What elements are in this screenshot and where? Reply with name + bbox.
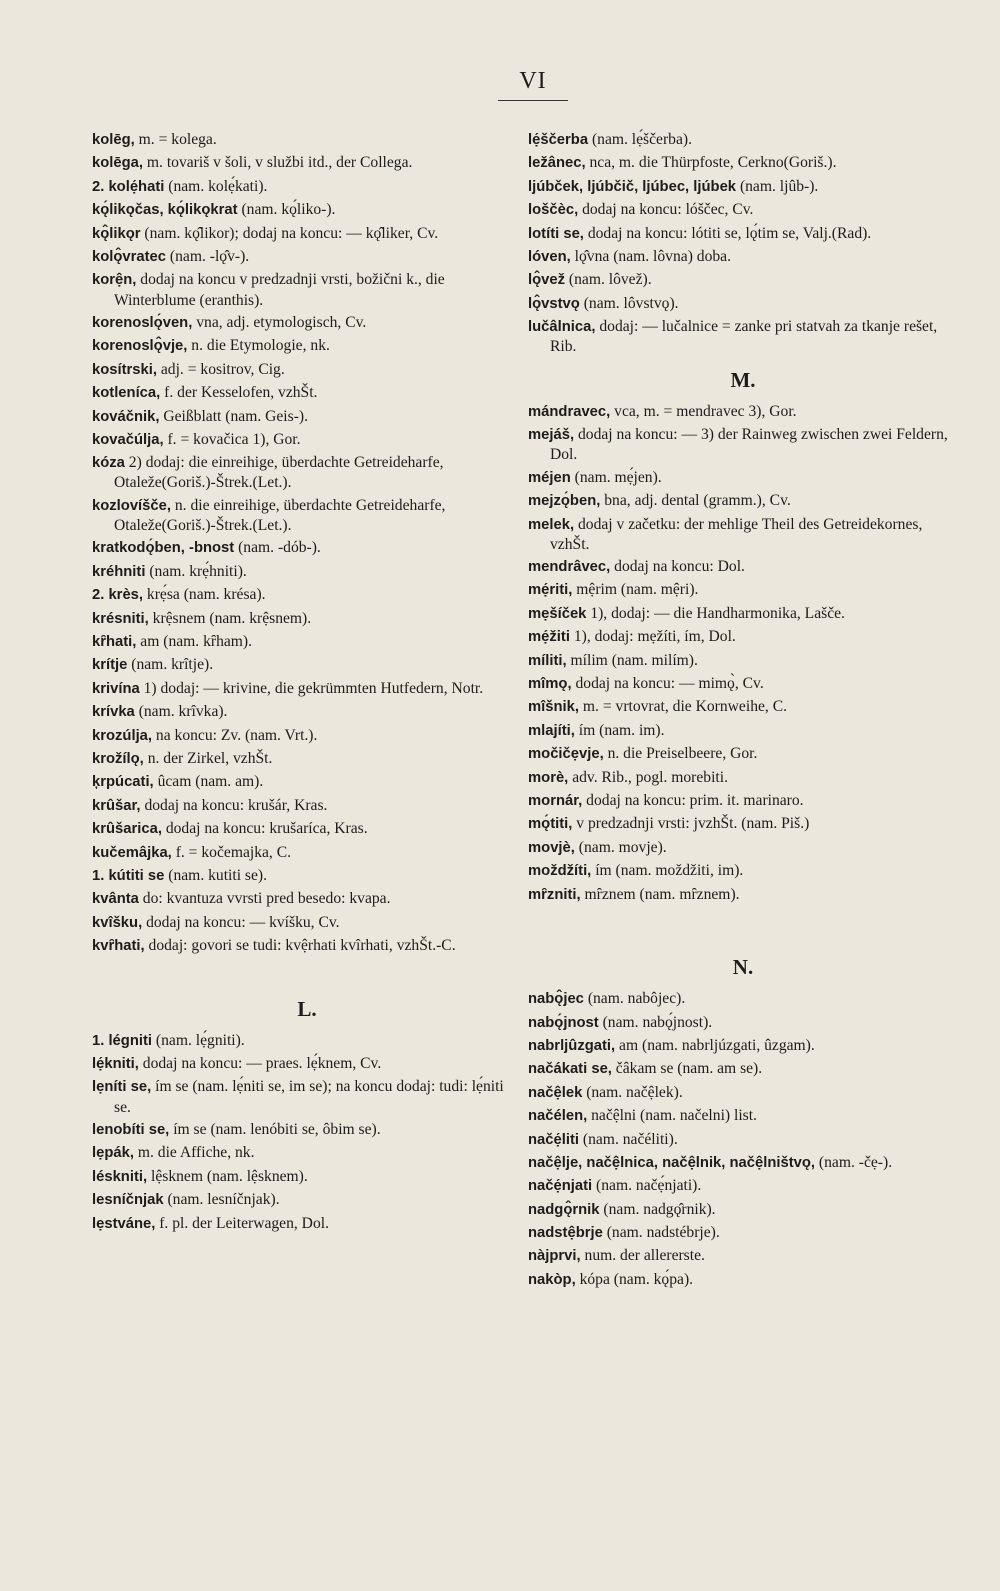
entry-headword: lotíti se, <box>528 225 584 242</box>
dictionary-entry <box>528 1130 958 1150</box>
dictionary-entry <box>528 557 958 577</box>
entry-definition: bna, adj. dental (gramm.), Cv. <box>600 492 791 510</box>
entry-headword: kolǫ̂vratec <box>92 248 167 265</box>
left-entries-l-list <box>92 1031 522 1234</box>
entry-headword: kǫ́likǫčas, kǫ́likǫkrat <box>92 202 238 219</box>
entry-definition: (nam. -lǫ̂v-). <box>166 247 250 265</box>
dictionary-entry <box>528 402 958 422</box>
entry-headword: korenoslǫ́ven, <box>92 314 193 331</box>
entry-definition: dodaj: — lučalnice = zanke pri statvah za tkanje rešet, Rib. <box>550 318 938 356</box>
dictionary-entry <box>92 200 522 220</box>
dictionary-entry <box>92 496 522 535</box>
dictionary-entry <box>92 1190 522 1210</box>
entry-definition: ím (nam. im). <box>574 721 665 739</box>
dictionary-entry <box>528 247 958 267</box>
entry-definition: (nam. -čẹ-). <box>815 1153 893 1171</box>
entry-headword: melek, <box>528 516 575 533</box>
entry-headword: kosítrski, <box>92 361 157 378</box>
dictionary-entry <box>92 177 522 197</box>
dictionary-entry <box>92 313 522 333</box>
entry-definition: num. der allererste. <box>580 1247 705 1265</box>
dictionary-entry <box>92 609 522 629</box>
entry-definition: (nam. krẹ́hniti). <box>145 562 247 580</box>
entry-definition: am (nam. kȓham). <box>136 633 253 651</box>
right-entries-list <box>528 130 958 357</box>
entry-definition: (nam. načéliti). <box>579 1130 678 1148</box>
entry-headword: korenoslǫ̂vje, <box>92 338 188 355</box>
entry-headword: močičẹvje, <box>528 746 604 763</box>
entry-definition: krẹ́sa (nam. krésa). <box>143 586 266 604</box>
dictionary-entry <box>92 772 522 792</box>
entry-definition: 1), dodaj: — die Handharmonika, Lašče. <box>586 604 845 622</box>
entry-headword: nakòp, <box>528 1271 576 1288</box>
entry-definition: (nam. kutiti se). <box>164 866 268 884</box>
entry-headword: lǫ̂vstvǫ <box>528 295 580 312</box>
dictionary-entry <box>92 130 522 150</box>
dictionary-entry <box>528 861 958 881</box>
entry-headword: kvânta <box>92 891 139 908</box>
dictionary-entry <box>528 1270 958 1290</box>
dictionary-entry <box>528 1036 958 1056</box>
entry-definition: 1) dodaj: — krivine, die gekrümmten Hutfedern, Notr. <box>139 679 484 697</box>
entry-definition: f. pl. der Leiterwagen, Dol. <box>155 1214 329 1232</box>
entry-definition: kópa (nam. kǫ́pa). <box>575 1270 694 1288</box>
entry-definition: krệsnem (nam. krệsnem). <box>148 609 312 627</box>
entry-headword: nadstệbrje <box>528 1225 603 1242</box>
entry-headword: mîmǫ, <box>528 676 572 693</box>
dictionary-entry <box>92 679 522 699</box>
entry-headword: nàjprvi, <box>528 1248 581 1265</box>
page-number-rule <box>498 100 568 101</box>
entry-definition: na koncu: Zv. (nam. Vrt.). <box>152 726 318 744</box>
entry-definition: dodaj na koncu: — praes. lẹ́knem, Cv. <box>138 1055 382 1073</box>
entry-headword: 1. légniti <box>92 1032 153 1049</box>
entry-headword: krûšarica, <box>92 821 162 838</box>
entry-definition: mȓznem (nam. mȓznem). <box>580 885 740 903</box>
entry-definition: dodaj na koncu: prim. it. marinaro. <box>582 792 804 809</box>
entry-headword: krožílǫ, <box>92 750 144 767</box>
dictionary-entry <box>92 866 522 886</box>
dictionary-entry <box>92 153 522 173</box>
entry-headword: loščèc, <box>528 202 579 219</box>
left-entries-list <box>92 130 522 956</box>
page-number: VI <box>519 68 547 94</box>
entry-definition: lệsknem (nam. lệsknem). <box>147 1167 308 1185</box>
entry-definition: (nam. nabǫ́jnost). <box>598 1013 713 1031</box>
entry-headword: mendrâvec, <box>528 559 611 576</box>
entry-headword: 2. kolẹ́hati <box>92 178 165 195</box>
dictionary-entry <box>92 1167 522 1187</box>
dictionary-entry <box>528 885 958 905</box>
dictionary-entry <box>92 1143 522 1163</box>
dictionary-entry <box>92 843 522 863</box>
dictionary-entry <box>92 796 522 816</box>
dictionary-entry <box>92 1077 522 1116</box>
entry-definition: 1), dodaj: mẹžíti, ím, Dol. <box>569 628 736 646</box>
entry-definition: n. die Preiselbeere, Gor. <box>603 745 758 763</box>
entry-headword: movjè, <box>528 839 575 856</box>
entry-headword: mornár, <box>528 793 583 809</box>
dictionary-entry <box>92 224 522 244</box>
entry-definition: nca, m. die Thürpfoste, Cerkno(Goriš.). <box>585 154 837 172</box>
entry-headword: léskniti, <box>92 1168 148 1185</box>
entry-headword: lǫ̂vež <box>528 272 566 289</box>
entry-headword: mȓzniti, <box>528 886 581 903</box>
entry-headword: krozúlja, <box>92 727 153 744</box>
dictionary-entry <box>528 744 958 764</box>
dictionary-entry <box>528 1223 958 1243</box>
dictionary-entry <box>528 177 958 197</box>
entry-definition: (nam. lesníčnjak). <box>163 1191 280 1209</box>
entry-definition: dodaj: govori se tudi: kvệrhati kvîrhati, vzhŠt.-C. <box>144 937 456 955</box>
dictionary-entry <box>92 819 522 839</box>
entry-headword: mẹšíček <box>528 605 587 622</box>
dictionary-entry <box>528 1013 958 1033</box>
entry-headword: mîšnik, <box>528 699 579 716</box>
entry-headword: kotleníca, <box>92 385 161 402</box>
entry-definition: (nam. kǫ́liko-). <box>237 201 336 219</box>
entry-headword: kučemâjka, <box>92 844 172 861</box>
entry-definition: (nam. lôvež). <box>565 271 652 289</box>
right-entries-m-list <box>528 402 958 905</box>
entry-headword: mejzǫ́ben, <box>528 493 601 510</box>
dictionary-entry <box>92 453 522 492</box>
entry-definition: m. tovariš v šoli, v službi itd., der Collega. <box>143 154 413 172</box>
entry-headword: nabǫ́jnost <box>528 1014 599 1031</box>
entry-definition: m. = kolega. <box>134 131 217 148</box>
entry-headword: ležânec, <box>528 155 586 172</box>
entry-headword: míliti, <box>528 652 567 669</box>
entry-definition: (nam. nadstébrje). <box>602 1224 720 1242</box>
entry-definition: 2) dodaj: die einreihige, überdachte Getreideharfe, Otaleže(Goriš.)-Štrek.(Let.). <box>114 454 444 492</box>
dictionary-entry <box>528 224 958 244</box>
entry-definition: adj. = kositrov, Cig. <box>156 360 285 378</box>
dictionary-entry <box>528 270 958 290</box>
dictionary-entry <box>92 585 522 605</box>
entry-definition: dodaj na koncu: krušaríca, Kras. <box>161 820 368 838</box>
entry-definition: (nam. ljûb-). <box>736 177 819 195</box>
dictionary-entry <box>528 651 958 671</box>
entry-headword: morè, <box>528 769 569 786</box>
dictionary-entry <box>528 768 958 788</box>
dictionary-entry <box>528 1083 958 1103</box>
section-letter-n: N. <box>732 954 754 979</box>
dictionary-entry <box>528 1246 958 1266</box>
dictionary-entry <box>92 360 522 380</box>
right-column <box>528 130 958 1293</box>
entry-definition: ím se (nam. lẹ́niti se, im se); na koncu dodaj: tudi: lẹ́niti se. <box>114 1078 504 1116</box>
dictionary-entry <box>528 200 958 220</box>
entry-headword: krívka <box>92 704 135 721</box>
entry-headword: moždžíti, <box>528 863 592 880</box>
dictionary-entry <box>92 936 522 956</box>
entry-definition: n. die einreihige, überdachte Getreideharfe, Otaleže(Goriš.)-Štrek.(Let.). <box>114 496 446 535</box>
dictionary-entry <box>528 130 958 150</box>
entry-definition: lǫ̂vna (nam. lôvna) doba. <box>570 247 731 265</box>
entry-headword: mẹ́žiti <box>528 629 570 646</box>
entry-headword: načákati se, <box>528 1061 612 1078</box>
dictionary-entry <box>528 425 958 464</box>
dictionary-entry <box>92 1031 522 1051</box>
entry-definition: (nam. krîtje). <box>127 656 214 674</box>
right-entries-n-list <box>528 989 958 1290</box>
dictionary-entry <box>92 1120 522 1140</box>
entry-definition: dodaj na koncu: lóščec, Cv. <box>578 201 754 219</box>
dictionary-entry <box>528 1059 958 1079</box>
dictionary-entry <box>92 270 522 309</box>
dictionary-entry <box>92 1054 522 1074</box>
dictionary-entry <box>92 1214 522 1234</box>
entry-headword: kǫ̂likǫr <box>92 225 141 242</box>
entry-headword: nabǫ̂jec <box>528 991 584 1008</box>
entry-headword: kováčnik, <box>92 408 160 425</box>
entry-definition: (nam. kolẹ́kati). <box>164 177 268 195</box>
dictionary-entry <box>528 515 958 554</box>
entry-headword: lučâlnica, <box>528 319 596 336</box>
entry-headword: méjen <box>528 469 571 486</box>
entry-definition: (nam. nabôjec). <box>583 990 686 1008</box>
entry-headword: lẹstváne, <box>92 1215 156 1232</box>
entry-definition: (nam. lôvstvǫ). <box>579 294 679 312</box>
entry-headword: načẹ́liti <box>528 1131 579 1148</box>
entry-definition: am (nam. nabrljúzgati, ûzgam). <box>615 1036 815 1054</box>
dictionary-entry <box>528 604 958 624</box>
entry-headword: načệlje, načệlnica, načệlnik, načệlništvǫ, <box>528 1154 816 1171</box>
entry-definition: ím (nam. moždžiti, im). <box>591 862 744 880</box>
entry-headword: ķrpúcati, <box>92 774 154 791</box>
dictionary-entry <box>92 336 522 356</box>
entry-definition: (nam. nadgǫ̂rnik). <box>599 1200 716 1218</box>
entry-definition: dodaj na koncu: Dol. <box>610 558 745 576</box>
entry-headword: kvîšku, <box>92 914 143 931</box>
entry-headword: lesníčnjak <box>92 1192 164 1209</box>
entry-headword: načélen, <box>528 1108 588 1125</box>
dictionary-entry <box>92 383 522 403</box>
left-column <box>92 130 522 1237</box>
dictionary-entry <box>528 674 958 694</box>
entry-definition: mệrim (nam. mệri). <box>572 581 699 599</box>
entry-headword: nabrljûzgati, <box>528 1037 616 1054</box>
dictionary-entry <box>528 1176 958 1196</box>
entry-headword: lẹ́kniti, <box>92 1056 139 1073</box>
entry-definition: vca, m. = mendravec 3), Gor. <box>610 402 797 420</box>
entry-definition: do: kvantuza vvrsti pred besedo: kvapa. <box>138 890 391 908</box>
entry-definition: (nam. načệlek). <box>582 1083 683 1101</box>
dictionary-entry <box>528 1153 958 1173</box>
dictionary-entry <box>92 430 522 450</box>
entry-definition: (nam. krîvka). <box>134 703 228 721</box>
section-spacer <box>92 960 522 986</box>
dictionary-entry <box>528 317 958 356</box>
entry-definition: dodaj na koncu: krušár, Kras. <box>140 796 328 814</box>
entry-definition: m. die Affiche, nk. <box>133 1144 255 1162</box>
entry-headword: ljúbček, ljúbčič, ljúbec, ljúbek <box>528 178 737 195</box>
section-spacer <box>528 908 958 944</box>
section-letter-m: M. <box>730 367 756 392</box>
entry-definition: dodaj na koncu: — mimǫ̀, Cv. <box>571 675 764 693</box>
entry-definition: (nam. movje). <box>574 838 667 856</box>
dictionary-entry <box>528 468 958 488</box>
entry-headword: 1. kútiti se <box>92 867 165 884</box>
entry-headword: lóven, <box>528 248 571 265</box>
entry-headword: nadgǫ̂rnik <box>528 1201 600 1218</box>
entry-definition: v predzadnji vrsti: jvzhŠt. (nam. Piš.) <box>572 815 810 833</box>
entry-headword: krítje <box>92 657 128 674</box>
entry-headword: lenobíti se, <box>92 1122 170 1139</box>
dictionary-entry <box>92 889 522 909</box>
entry-headword: kȓhati, <box>92 634 137 651</box>
entry-headword: 2. krès, <box>92 587 144 604</box>
entry-definition: (nam. kǫ̂likor); dodaj na koncu: — kǫ̂liker, Cv. <box>140 224 439 242</box>
entry-headword: mẹ́riti, <box>528 582 573 599</box>
entry-definition: f. der Kesselofen, vzhŠt. <box>160 384 318 402</box>
entry-headword: mlajíti, <box>528 722 575 739</box>
dictionary-entry <box>528 153 958 173</box>
dictionary-entry <box>92 247 522 267</box>
entry-definition: ím se (nam. lenóbiti se, ôbim se). <box>169 1121 381 1139</box>
dictionary-entry <box>528 697 958 717</box>
entry-headword: korện, <box>92 272 137 289</box>
dictionary-entry <box>92 407 522 427</box>
entry-headword: kóza <box>92 455 125 472</box>
dictionary-entry <box>92 913 522 933</box>
entry-definition: n. der Zirkel, vzhŠt. <box>143 749 273 767</box>
dictionary-entry <box>92 538 522 558</box>
entry-definition: (nam. lẹ́ščerba). <box>588 131 692 148</box>
entry-definition: f. = kovačica 1), Gor. <box>163 430 301 448</box>
entry-definition: (nam. mẹ́jen). <box>570 468 662 486</box>
entry-headword: kréhniti <box>92 563 146 580</box>
entry-headword: lẹpák, <box>92 1145 134 1162</box>
entry-definition: adv. Rib., pogl. morebiti. <box>568 768 728 786</box>
entry-headword: kolēga, <box>92 155 143 172</box>
dictionary-entry <box>92 749 522 769</box>
entry-headword: mándravec, <box>528 403 611 420</box>
entry-definition: čâkam se (nam. am se). <box>611 1060 763 1078</box>
entry-definition: dodaj v začetku: der mehlige Theil des Getreidekornes, vzhŠt. <box>550 515 923 553</box>
dictionary-entry <box>528 627 958 647</box>
dictionary-entry <box>528 791 958 811</box>
entry-definition: dodaj na koncu: — 3) der Rainweg zwischen zwei Feldern, Dol. <box>550 426 948 464</box>
entry-definition: dodaj na koncu: — kvíšku, Cv. <box>142 913 340 931</box>
entry-definition: Geißblatt (nam. Geis-). <box>159 407 308 425</box>
entry-headword: kvȓhati, <box>92 938 145 955</box>
entry-definition: (nam. lẹ́gniti). <box>152 1031 245 1049</box>
dictionary-entry <box>528 989 958 1009</box>
entry-headword: mejáš, <box>528 427 575 444</box>
dictionary-entry <box>92 562 522 582</box>
entry-definition: mílim (nam. milím). <box>566 651 698 669</box>
dictionary-entry <box>92 726 522 746</box>
entry-definition: (nam. -dób-). <box>234 539 321 557</box>
entry-definition: vna, adj. etymologisch, Cv. <box>192 313 367 331</box>
dictionary-entry <box>528 1200 958 1220</box>
entry-headword: kolēg, <box>92 132 135 148</box>
entry-headword: kozlovíšče, <box>92 497 171 514</box>
entry-definition: ûcam (nam. am). <box>153 773 264 791</box>
entry-definition: načệlni (nam. načelni) list. <box>587 1107 757 1125</box>
dictionary-entry <box>528 1106 958 1126</box>
entry-definition: dodaj na koncu v predzadnji vrsti, božični k., die Winterblume (eranthis). <box>114 271 445 309</box>
dictionary-entry <box>92 702 522 722</box>
entry-definition: (nam. načẹ́njati). <box>592 1177 702 1195</box>
entry-headword: kovačúlja, <box>92 431 164 448</box>
dictionary-entry <box>528 814 958 834</box>
dictionary-entry <box>528 721 958 741</box>
section-letter-l: L. <box>297 996 317 1021</box>
entry-definition: n. die Etymologie, nk. <box>187 337 330 355</box>
dictionary-entry <box>92 655 522 675</box>
dictionary-entry <box>92 632 522 652</box>
entry-headword: načệlek <box>528 1084 583 1101</box>
entry-definition: m. = vrtovrat, die Kornweihe, C. <box>579 698 788 716</box>
entry-definition: f. = kočemajka, C. <box>171 843 292 861</box>
dictionary-entry <box>528 294 958 314</box>
entry-headword: krésniti, <box>92 610 149 627</box>
entry-headword: lẹníti se, <box>92 1079 152 1096</box>
entry-headword: načẹ́njati <box>528 1178 593 1195</box>
entry-definition: dodaj na koncu: lótiti se, lǫ́tim se, Valj.(Rad). <box>583 224 872 242</box>
dictionary-entry <box>528 491 958 511</box>
entry-headword: krûšar, <box>92 797 141 814</box>
entry-headword: kratkodǫ́ben, -bnost <box>92 540 235 557</box>
entry-headword: lẹ́ščerba <box>528 132 589 148</box>
dictionary-entry <box>528 838 958 858</box>
entry-headword: mǫ́titi, <box>528 816 573 833</box>
entry-headword: krivína <box>92 680 140 697</box>
dictionary-entry <box>528 580 958 600</box>
